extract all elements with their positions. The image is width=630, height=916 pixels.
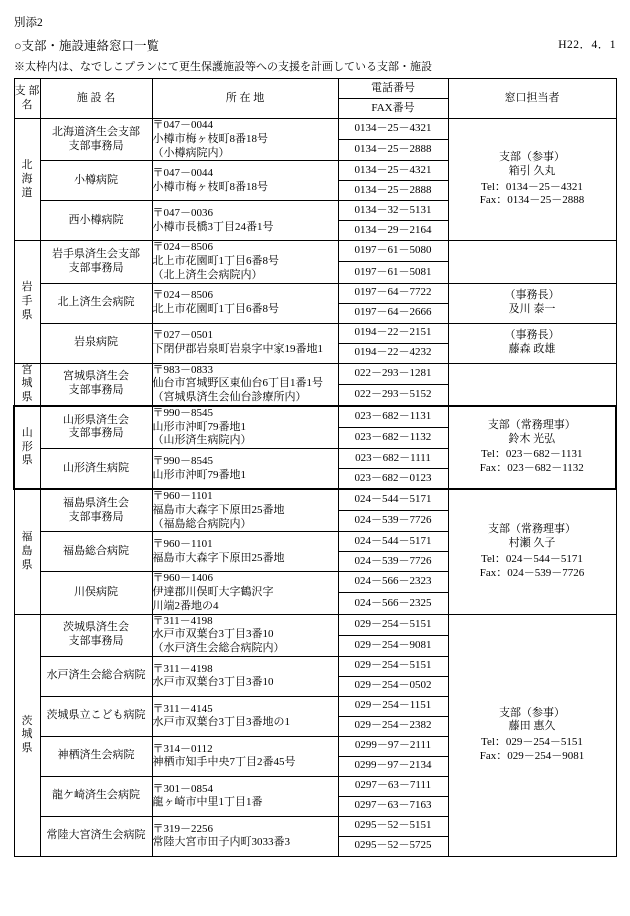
facility-name-cell: 山形県済生会 支部事務局 bbox=[40, 406, 152, 449]
staff-cell: 支部（参事） 藤田 惠久 Tel：029－254－5151 Fax：029－254－9081 bbox=[448, 614, 616, 856]
fax-cell: 0197－64－2666 bbox=[338, 303, 448, 323]
staff-cell: （事務長） 藤森 政雄 bbox=[448, 323, 616, 363]
fax-cell: 029－254－0502 bbox=[338, 676, 448, 696]
address-cell: 〒960－1101 福島市大森字下原田25番地 bbox=[152, 532, 338, 572]
address-cell: 〒960－1406 伊達郡川俣町大字鶴沢字 川端2番地の4 bbox=[152, 572, 338, 614]
column-header-pref: 支 部 名 bbox=[14, 79, 40, 119]
address-cell: 〒983－0833 仙台市宮城野区東仙台6丁目1番1号 （宮城県済生会仙台診療所内） bbox=[152, 363, 338, 406]
facility-name-cell: 茨城県立こども病院 bbox=[40, 696, 152, 736]
tel-cell: 0295－52－5151 bbox=[338, 816, 448, 836]
table-body bbox=[14, 119, 616, 857]
document-note: ※太枠内は、なでしこプランにて更生保護施設等への支援を計画している支部・施設 bbox=[14, 61, 432, 73]
tel-cell: 024－566－2323 bbox=[338, 572, 448, 593]
facility-name-cell: 常陸大宮済生会病院 bbox=[40, 816, 152, 856]
pref-cell: 茨 城 県 bbox=[14, 614, 40, 856]
column-header-staff: 窓口担当者 bbox=[448, 79, 616, 119]
contact-table bbox=[13, 78, 617, 857]
tel-cell: 0134－25－4321 bbox=[338, 161, 448, 181]
facility-name-cell: 茨城県済生会 支部事務局 bbox=[40, 614, 152, 656]
address-cell: 〒990－8545 山形市沖町79番地1 （山形済生病院内） bbox=[152, 406, 338, 449]
fax-cell: 029－254－9081 bbox=[338, 635, 448, 656]
column-header-fax: FAX番号 bbox=[338, 99, 448, 119]
fax-cell: 024－539－7726 bbox=[338, 552, 448, 572]
table-row bbox=[14, 489, 616, 511]
tel-cell: 0134－32－5131 bbox=[338, 201, 448, 221]
address-cell: 〒314－0112 神栖市知手中央7丁目2番45号 bbox=[152, 736, 338, 776]
column-header-tel: 電話番号 bbox=[338, 79, 448, 99]
fax-cell: 023－682－0123 bbox=[338, 469, 448, 490]
facility-name-cell: 北上済生会病院 bbox=[40, 283, 152, 323]
facility-name-cell: 西小樽病院 bbox=[40, 201, 152, 241]
tel-cell: 0134－25－4321 bbox=[338, 119, 448, 140]
table-row bbox=[14, 119, 616, 140]
column-header-facility: 施 設 名 bbox=[40, 79, 152, 119]
pref-cell: 岩 手 県 bbox=[14, 241, 40, 363]
fax-cell: 0299－97－2134 bbox=[338, 756, 448, 776]
table-row bbox=[14, 323, 616, 343]
staff-cell bbox=[448, 363, 616, 406]
pref-cell: 北 海 道 bbox=[14, 119, 40, 241]
table-row bbox=[14, 614, 616, 635]
tel-cell: 029－254－5151 bbox=[338, 656, 448, 676]
pref-cell: 山 形 県 bbox=[14, 406, 40, 489]
facility-name-cell: 小樽病院 bbox=[40, 161, 152, 201]
page-title: ○支部・施設連絡窓口一覧 bbox=[14, 39, 160, 53]
table-row bbox=[14, 283, 616, 303]
table-row bbox=[14, 241, 616, 262]
facility-name-cell: 北海道済生会支部 支部事務局 bbox=[40, 119, 152, 161]
address-cell: 〒047－0036 小樽市長橋3丁目24番1号 bbox=[152, 201, 338, 241]
address-cell: 〒047－0044 小樽市梅ヶ枝町8番18号 （小樽病院内） bbox=[152, 119, 338, 161]
pref-cell: 宮 城 県 bbox=[14, 363, 40, 406]
facility-name-cell: 岩泉病院 bbox=[40, 323, 152, 363]
tel-cell: 0297－63－7111 bbox=[338, 776, 448, 796]
address-cell: 〒311－4198 水戸市双葉台3丁目3番10 bbox=[152, 656, 338, 696]
facility-name-cell: 宮城県済生会 支部事務局 bbox=[40, 363, 152, 406]
staff-cell: 支部（常務理事） 村瀬 久子 Tel：024－544－5171 Fax：024－539－7726 bbox=[448, 489, 616, 614]
fax-cell: 0297－63－7163 bbox=[338, 796, 448, 816]
address-cell: 〒027－0501 下閉伊郡岩泉町岩泉字中家19番地1 bbox=[152, 323, 338, 363]
tel-cell: 023－682－1131 bbox=[338, 406, 448, 428]
fax-cell: 0197－61－5081 bbox=[338, 262, 448, 283]
table-header bbox=[14, 79, 616, 119]
address-cell: 〒024－8506 北上市花園町1丁目6番8号 bbox=[152, 283, 338, 323]
facility-name-cell: 龍ケ崎済生会病院 bbox=[40, 776, 152, 816]
facility-name-cell: 福島県済生会 支部事務局 bbox=[40, 489, 152, 532]
tel-cell: 0194－22－2151 bbox=[338, 323, 448, 343]
fax-cell: 023－682－1132 bbox=[338, 427, 448, 448]
tel-cell: 029－254－1151 bbox=[338, 696, 448, 716]
staff-cell: 支部（参事） 箱引 久丸 Tel：0134－25－4321 Fax：0134－25－2888 bbox=[448, 119, 616, 241]
tel-cell: 022－293－1281 bbox=[338, 363, 448, 384]
staff-cell: 支部（常務理事） 鈴木 光弘 Tel：023－682－1131 Fax：023－682－1132 bbox=[448, 406, 616, 489]
fax-cell: 0134－25－2888 bbox=[338, 140, 448, 161]
fax-cell: 0295－52－5725 bbox=[338, 836, 448, 856]
facility-name-cell: 神栖済生会病院 bbox=[40, 736, 152, 776]
tel-cell: 024－544－5171 bbox=[338, 489, 448, 511]
table-row bbox=[14, 363, 616, 384]
pref-cell: 福 島 県 bbox=[14, 489, 40, 614]
attachment-label: 別添2 bbox=[14, 17, 43, 29]
fax-cell: 029－254－2382 bbox=[338, 716, 448, 736]
fax-cell: 0134－25－2888 bbox=[338, 181, 448, 201]
address-cell: 〒960－1101 福島市大森字下原田25番地 （福島総合病院内） bbox=[152, 489, 338, 532]
fax-cell: 024－539－7726 bbox=[338, 511, 448, 532]
fax-cell: 022－293－5152 bbox=[338, 384, 448, 406]
facility-name-cell: 川俣病院 bbox=[40, 572, 152, 614]
column-header-address: 所 在 地 bbox=[152, 79, 338, 119]
table-row bbox=[14, 406, 616, 428]
tel-cell: 0197－64－7722 bbox=[338, 283, 448, 303]
fax-cell: 0134－29－2164 bbox=[338, 221, 448, 241]
staff-cell: （事務長） 及川 泰一 bbox=[448, 283, 616, 323]
address-cell: 〒024－8506 北上市花園町1丁目6番8号 （北上済生会病院内） bbox=[152, 241, 338, 283]
tel-cell: 0299－97－2111 bbox=[338, 736, 448, 756]
address-cell: 〒301－0854 龍ヶ崎市中里1丁目1番 bbox=[152, 776, 338, 816]
staff-cell bbox=[448, 241, 616, 283]
document-date: H22．4．1 bbox=[558, 39, 616, 51]
tel-cell: 029－254－5151 bbox=[338, 614, 448, 635]
address-cell: 〒047－0044 小樽市梅ヶ枝町8番18号 bbox=[152, 161, 338, 201]
facility-name-cell: 岩手県済生会支部 支部事務局 bbox=[40, 241, 152, 283]
tel-cell: 0197－61－5080 bbox=[338, 241, 448, 262]
address-cell: 〒990－8545 山形市沖町79番地1 bbox=[152, 449, 338, 490]
address-cell: 〒311－4145 水戸市双葉台3丁目3番地の1 bbox=[152, 696, 338, 736]
fax-cell: 024－566－2325 bbox=[338, 593, 448, 614]
fax-cell: 0194－22－4232 bbox=[338, 343, 448, 363]
facility-name-cell: 水戸済生会総合病院 bbox=[40, 656, 152, 696]
facility-name-cell: 山形済生病院 bbox=[40, 449, 152, 490]
address-cell: 〒319－2256 常陸大宮市田子内町3033番3 bbox=[152, 816, 338, 856]
tel-cell: 024－544－5171 bbox=[338, 532, 448, 552]
tel-cell: 023－682－1111 bbox=[338, 449, 448, 469]
facility-name-cell: 福島総合病院 bbox=[40, 532, 152, 572]
address-cell: 〒311－4198 水戸市双葉台3丁目3番10 （水戸済生会総合病院内） bbox=[152, 614, 338, 656]
